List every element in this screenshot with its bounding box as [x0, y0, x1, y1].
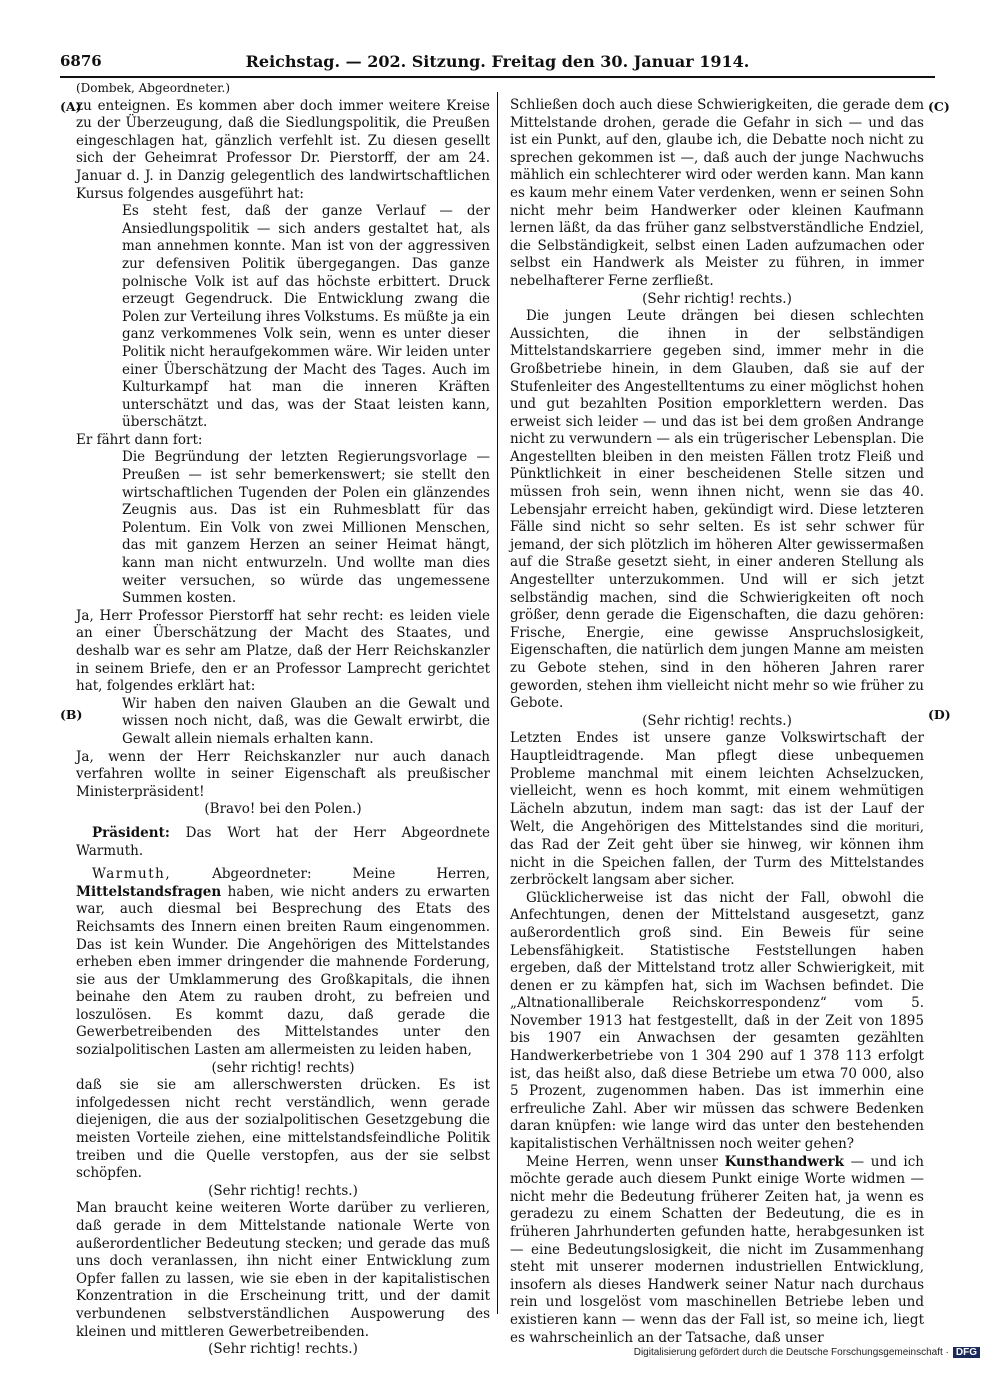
interjection: (Sehr richtig! rechts.): [208, 1182, 358, 1199]
margin-marker-c: (C): [928, 99, 950, 114]
president-statement: [76, 825, 490, 860]
interjection: (Sehr richtig! rechts.): [208, 1341, 358, 1358]
paragraph: Ja, Herr Professor Pierstorff hat sehr recht: es leiden viele an einer Überschätzung der Macht des Staates, und deshalb war es sehr am Platze, daß der Herr Reichskanzler in seinem Briefe, den er an Professor Lamprecht gerichtet hat, folgendes erklärt hat:: [76, 607, 490, 695]
dfg-logo: DFG: [953, 1347, 980, 1358]
quotation: Die Begründung der letzten Regierungsvorlage — Preußen — ist sehr bemerkenswert; sie stellt den wirtschaftlichen Tugenden der Polen ein glänzendes Zeugnis aus. Das ist ein Ruhmesblatt für das Polentum. Ein Volk von zwei Millionen Menschen, das mit ganzem Herzen an seiner Heimat hängt, kann man nicht entwurzeln. Und wollte man dies weiter versuchen, so würde das ungemessene Summen kosten.: [122, 449, 490, 607]
paragraph-text: — und ich möchte gerade auch diesem Punkt einige Worte widmen — nicht mehr die Bedeutung früherer Zeiten hat, ja wenn es geradezu zu einem Schatten der Bedeutung, die es in früheren Jahrhunderten gefunden hatte, herabgesunken ist — eine Bedeutungslosigkeit, die nicht im Zusammenhang steht mit unserer modernen industriellen Entwicklung, insofern als dieses Handwerk seiner Natur nach durchaus rein und losgelöst vom maschinellen Betriebe leben und existieren kann — wenn das der Fall ist, so meine ich, liegt es wahrscheinlich an der Tatsache, daß unser: [510, 1153, 924, 1346]
left-column: [76, 80, 490, 1359]
paragraph: Ja, wenn der Herr Reichskanzler nur auch danach verfahren wollte in seiner Eigenschaft als preußischer Ministerpräsident!: [76, 748, 490, 800]
paragraph: Glücklicherweise ist das nicht der Fall, obwohl die Anfechtungen, denen der Mittelstand ausgesetzt, ganz außerordentlich groß sind. Ein Beweis für seine Lebensfähigkeit. Statistische Feststellungen haben ergeben, daß der Mittelstand trotz aller Schwierigkeit, mit denen er zu kämpfen hat, sich im Wachsen befindet. Die „Altnationalliberale Reichskorrespondenz“ vom 5. November 1913 hat festgestellt, daß in der Zeit von 1895 bis 1907 ein Anwachsen der gesamten gezählten Handwerkerbetriebe von 1 304 290 auf 1 378 113 erfolgt ist, das heißt also, daß diese Betriebe um etwa 70 000, also 5 Prozent, zugenommen haben. Das ist immerhin eine erfreuliche Zahl. Aber wir müssen das schwere Bedenken daran knüpfen: wie lange wird das unter den bestehenden kapitalistischen Verhältnissen noch weiter gehen?: [510, 889, 924, 1153]
topic-term: Kunsthandwerk: [724, 1153, 845, 1170]
paragraph: Man braucht keine weiteren Worte darüber zu verlieren, daß gerade in dem Mittelstande nationale Werte von außerordentlicher Bedeutung stecken; und gerade das muß uns doch veranlassen, ihn nicht einer Entwicklung zum Opfer fallen zu lassen, wie sie eben in der kapitalistischen Konzentration in die Erscheinung tritt, und der damit verbundenen selbstverständlichen Auspowerung des kleinen und mittleren Gewerbetreibenden.: [76, 1200, 490, 1340]
interjection: (Sehr richtig! rechts.): [642, 290, 792, 307]
speaker-role: Abgeordneter: Meine Herren,: [171, 866, 490, 883]
speech-topic: Mittelstandsfragen: [76, 883, 222, 900]
interjection: (Sehr richtig! rechts.): [642, 712, 792, 729]
column-divider: [497, 92, 498, 1314]
speaker-label: Präsident:: [92, 824, 170, 841]
paragraph-text: Meine Herren, wenn unser: [526, 1153, 725, 1170]
paragraph: [510, 730, 924, 889]
margin-marker-a: (A): [60, 99, 82, 114]
latin-term: morituri: [875, 819, 920, 835]
statement-text: Das Wort hat der Herr Abgeordnete Warmuth.: [76, 824, 490, 859]
paragraph: Schließen doch auch diese Schwierigkeiten, die gerade dem Mittelstande drohen, gerade die Gefahr in sich — und das ist ein Punkt, auf den, glaube ich, die Debatte noch nicht zu sprechen gekommen ist —, daß auch der junge Nachwuchs mählich ein schlechterer wird oder werden kann. Man kann es kaum mehr einem Vater verdenken, wenn er seinen Sohn nicht mehr beim Handwerker oder kleinen Kaufmann lernen läßt, da das früher ganz selbstverständliche Endziel, die Selbständigkeit, selbst einen Laden aufzumachen oder selbst ein Handwerk als Meister zu führen, in immer nebelhafterer Ferne zerfließt.: [510, 97, 924, 289]
speaker-caption: (Dombek, Abgeordneter.): [76, 81, 231, 95]
interjection: (Bravo! bei den Polen.): [204, 801, 362, 818]
interjection: (sehr richtig! rechts): [211, 1059, 355, 1076]
digitization-footer: [634, 1347, 980, 1358]
paragraph: Er fährt dann fort:: [76, 431, 203, 448]
right-column: [510, 80, 924, 1347]
quotation: Wir haben den naiven Glauben an die Gewalt und wissen noch nicht, daß, was die Gewalt erwirbt, die Gewalt allein niemals erhalten kann.: [122, 695, 490, 747]
speech-text: haben, wie nicht anders zu erwarten war, auch diesmal bei Besprechung des Etats des Reichsamts des Innern einen breiten Raum eingenommen. Das ist kein Wunder. Die Angehörigen des Mittelstandes erheben eben immer dringender die mahnende Forderung, sie aus der Umklammerung des Großkapitals, die ihnen beinahe den Atem zu rauben droht, zu befreien und loszulösen. Es kommt dazu, daß gerade die Gewerbetreibenden des Mittelstandes unter den sozialpolitischen Lasten am allermeisten zu leiden haben,: [76, 883, 490, 1059]
paragraph-text: Letzten Endes ist unsere ganze Volkswirtschaft der Hauptleidtragende. Man pflegt diese unbequemen Probleme manchmal mit einem leichten Achselzucken, vielleicht, wenn es hoch kommt, mit einem wehmütigen Lächeln abzutun, indem man sagt: das ist der Lauf der Welt, die Angehörigen des Mittelstandes sind die: [510, 730, 924, 836]
speech-opening: [76, 866, 490, 1060]
margin-marker-b: (B): [60, 707, 83, 722]
paragraph: [510, 1154, 924, 1348]
footer-text: Digitalisierung gefördert durch die Deutsche Forschungsgemeinschaft ·: [633, 1347, 949, 1358]
paragraph: daß sie sie am allerschwersten drücken. Es ist infolgedessen nicht recht verständlich, wenn gerade diejenigen, die aus der sozialpolitischen Gesetzgebung die meisten Vorteile ziehen, eine mittelstandsfeindliche Politik treiben und die Quelle verstopfen, aus der sie selbst schöpfen.: [76, 1077, 490, 1182]
page-number: 6876: [60, 52, 102, 70]
paragraph: Die jungen Leute drängen bei diesen schlechten Aussichten, die ihnen in der selbständigen Mittelstandskarriere gegeben sind, immer mehr in die Großbetriebe hinein, in dem Glauben, daß sie auf der Stufenleiter des Angestelltentums zu einer möglichst hohen und gut bezahlten Position emporklettern werden. Das erweist sich leider — und das ist bei dem großen Andrange nicht zu verwundern — als ein trügerischer Lebensplan. Die Angestellten bleiben in den meisten Fällen trotz Fleiß und Pünktlichkeit in einer bescheidenen Stelle sitzen und müssen froh sein, wenn ihnen nicht, wenn sie das 40. Lebensjahr erreicht haben, gekündigt wird. Diese letzteren Fälle sind nicht so sehr selten. Es ist sehr schwer für jemand, der sich plötzlich im höheren Alter gewissermaßen auf die Straße gesetzt sieht, in einer anderen Stellung als Angestellter unterzukommen. Und will er sich jetzt selbständig machen, sind die Schwierigkeiten oft noch größer, denn gerade die Eigenschaften, die dazu gehören: Frische, Energie, eine gewisse Anspruchslosigkeit, Eigenschaften, die natürlich dem jungen Manne am meisten zu Gebote stehen, sind in den höheren Jahren rarer geworden, stehen ihm vielleicht nicht mehr so wie früher zu Gebote.: [510, 308, 924, 712]
paragraph: zu enteignen. Es kommen aber doch immer weitere Kreise zu der Überzeugung, daß die Siedlungspolitik, die Preußen eingeschlagen hat, gänzlich verfehlt ist. Zu diesen gesellt sich der Geheimrat Professor Dr. Pierstorff, der am 24. Januar d. J. in Danzig gelegentlich des landwirtschaftlichen Kursus folgendes ausgeführt hat:: [76, 97, 490, 202]
speaker-name: Warmuth,: [92, 866, 172, 883]
quotation: Es steht fest, daß der ganze Verlauf — der Ansiedlungspolitik — sich anders gestaltet hat, als man annehmen konnte. Man ist von der aggressiven zur defensiven Politik übergegangen. Das ganze polnische Volk ist auf das höchste erbittert. Druck erzeugt Gegendruck. Die Entwicklung zwang die Polen zur Verteilung ihres Volkstums. Es müßte ja ein ganz verkommenes Volk sein, wenn es unter dieser Politik nicht heraufgekommen wäre. Wir leiden unter einer Überschätzung der Macht des Tages. Auch im Kulturkampf hat man die inneren Kräften unterschätzt und das, was der Staat leisten kann, überschätzt.: [122, 203, 490, 431]
margin-marker-d: (D): [928, 707, 951, 722]
header-rule: [60, 76, 935, 78]
page-header: [60, 52, 935, 74]
paragraph-text: , das Rad der Zeit geht über sie hinweg, wir können ihm nicht in die Speichen fallen, der Turm des Mittelstandes zerbröckelt langsam aber sicher.: [510, 819, 924, 889]
running-title: Reichstag. — 202. Sitzung. Freitag den 30. Januar 1914.: [245, 52, 750, 71]
